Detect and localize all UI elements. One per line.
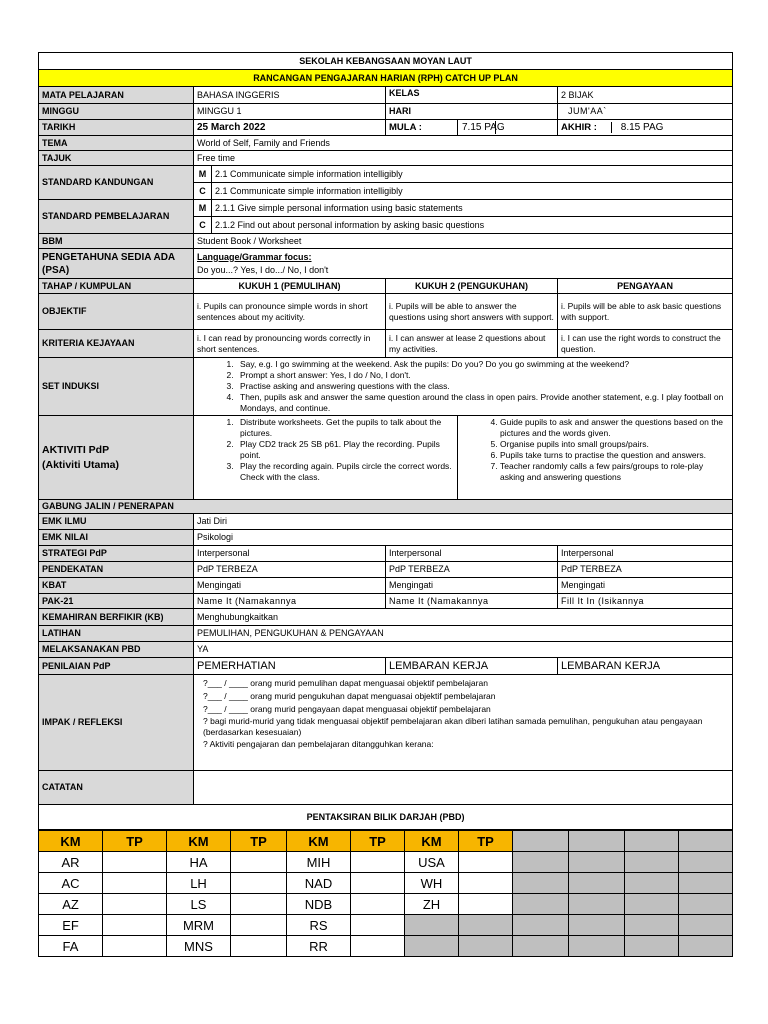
week-label: MINGGU — [39, 104, 194, 120]
emk-nilai-value: Psikologi — [194, 530, 733, 546]
pbd-cell — [459, 852, 513, 873]
bbm-label: BBM — [39, 234, 194, 249]
pbd-blank — [625, 936, 679, 957]
pbd-blank — [569, 831, 625, 852]
kbat-col-2: Mengingati — [386, 578, 558, 594]
pbd-row — [39, 873, 733, 894]
date-label: TARIKH — [39, 120, 194, 136]
kbat-label: KBAT — [39, 578, 194, 594]
pbd-cell: MIH — [287, 852, 351, 873]
learning-standard-c-key: C — [194, 217, 212, 234]
impact-line: ? Aktiviti pengajaran dan pembelajaran ditangguhkan kerana: — [203, 739, 434, 749]
objective-label: OBJEKTIF — [39, 294, 194, 330]
pbd-cell — [103, 894, 167, 915]
induction-step: 3. Practise asking and answering questions with the class. — [236, 381, 730, 392]
pbd-blank — [513, 831, 569, 852]
class-value: 2 BIJAK — [558, 87, 733, 104]
pbd-blank — [679, 915, 733, 936]
criteria-col-2: i. I can answer at lease 2 questions about my activities. — [386, 330, 558, 358]
pbd-cell — [459, 873, 513, 894]
impact-line: ?___ / ____ orang murid pemulihan dapat menguasai objektif pembelajaran — [203, 678, 488, 688]
stage-col-3: PENGAYAAN — [558, 279, 733, 294]
objective-col-1: i. Pupils can pronounce simple words in short sentences about my acitivity. — [194, 294, 386, 330]
pbd-blank — [679, 831, 733, 852]
pbd-value: YA — [194, 642, 733, 658]
learning-standard-m: 2.1.1 Give simple personal information using basic statements — [212, 200, 733, 217]
pbd-row — [39, 852, 733, 873]
activity-label: AKTIVITI PdP — [42, 443, 110, 456]
pbd-cell: NAD — [287, 873, 351, 894]
activity-sublabel: (Aktiviti Utama) — [42, 458, 120, 471]
pbd-row — [39, 915, 733, 936]
induction-step: 2. Prompt a short answer: Yes, I do / No, I don't. — [236, 370, 730, 381]
impact-line: ? bagi murid-murid yang tidak menguasai objektif pembelajaran akan diberi latihan samada pemulihan, pengukuhan atau pengayaan (berdasarkan kesesuaian) — [203, 716, 703, 737]
induction-step: 4. Then, pupils ask and answer the same question around the class in open pairs. Provide another statement, e.g. I play football on Mondays, and continue. — [236, 392, 730, 414]
assessment-col-2: LEMBARAN KERJA — [386, 658, 558, 675]
kb-value: Menghubungkaitkan — [194, 609, 733, 626]
pbd-header: TP — [351, 831, 405, 852]
pbd-cell — [351, 936, 405, 957]
latihan-label: LATIHAN — [39, 626, 194, 642]
content-standard-c-key: C — [194, 183, 212, 200]
pbd-title: PENTAKSIRAN BILIK DARJAH (PBD) — [39, 805, 733, 830]
activity-right-steps — [460, 417, 730, 483]
end-cell — [558, 120, 733, 136]
emk-ilmu-label: EMK ILMU — [39, 514, 194, 530]
pbd-table — [38, 830, 733, 957]
theme-label: TEMA — [39, 136, 194, 151]
day-value: JUM'AA` — [558, 104, 733, 120]
topic-value: Free time — [194, 151, 733, 166]
pbd-cell: AC — [39, 873, 103, 894]
pbd-blank — [679, 894, 733, 915]
school-name: SEKOLAH KEBANGSAAN MOYAN LAUT — [39, 53, 733, 70]
impact-cell — [194, 675, 733, 771]
notes-label: CATATAN — [39, 771, 194, 805]
psa-text: Do you...? Yes, I do.../ No, I don't — [197, 264, 329, 275]
class-label: KELAS — [386, 87, 558, 104]
content-standard-m: 2.1 Communicate simple information intelligibly — [212, 166, 733, 183]
kbat-col-1: Mengingati — [194, 578, 386, 594]
pbd-cell: LS — [167, 894, 231, 915]
strategy-label: STRATEGI PdP — [39, 546, 194, 562]
learning-standard-c: 2.1.2 Find out about personal information by asking basic questions — [212, 217, 733, 234]
pak21-col-3: Fill It In (Isikannya — [558, 594, 733, 609]
pbd-cell — [103, 873, 167, 894]
end-value: 8.15 PAG — [620, 122, 664, 133]
pbd-blank — [625, 915, 679, 936]
pbd-cell: AR — [39, 852, 103, 873]
pbd-cell — [103, 936, 167, 957]
emk-ilmu-value: Jati Diri — [194, 514, 733, 530]
rph-sheet — [38, 52, 732, 957]
pbd-cell: FA — [39, 936, 103, 957]
activity-left-steps — [196, 417, 455, 483]
strategy-col-2: Interpersonal — [386, 546, 558, 562]
pbd-cell: ZH — [405, 894, 459, 915]
start-value: 7.15 PAG — [462, 122, 505, 134]
assessment-col-3: LEMBARAN KERJA — [558, 658, 733, 675]
assessment-col-1: PEMERHATIAN — [194, 658, 386, 675]
pbd-blank — [569, 894, 625, 915]
pbd-blank — [459, 915, 513, 936]
start-label: MULA : — [386, 120, 458, 136]
pbd-cell: LH — [167, 873, 231, 894]
pbd-cell: RR — [287, 936, 351, 957]
objective-col-3: i. Pupils will be able to ask basic questions with support. — [558, 294, 733, 330]
pbd-cell: MRM — [167, 915, 231, 936]
impact-line: ?___ / ____ orang murid pengayaan dapat menguasai objektif pembelajaran — [203, 704, 491, 714]
subject-label: MATA PELAJARAN — [39, 87, 194, 104]
pbd-blank — [569, 936, 625, 957]
pbd-cell — [231, 873, 287, 894]
content-standard-m-key: M — [194, 166, 212, 183]
learning-standard-m-key: M — [194, 200, 212, 217]
strategy-col-1: Interpersonal — [194, 546, 386, 562]
pbd-blank — [459, 936, 513, 957]
pbd-cell: WH — [405, 873, 459, 894]
subject-value: BAHASA INGGERIS — [194, 87, 386, 104]
pak21-col-2: Name It (Namakannya — [386, 594, 558, 609]
pbd-blank — [679, 852, 733, 873]
psa-heading: Language/Grammar focus: — [197, 251, 312, 262]
pbd-cell — [231, 915, 287, 936]
pbd-blank — [513, 915, 569, 936]
psa-label: PENGETAHUNA SEDIA ADA (PSA) — [39, 249, 194, 279]
day-label: HARI — [386, 104, 558, 120]
pbd-label: MELAKSANAKAN PBD — [39, 642, 194, 658]
pbd-blank — [625, 852, 679, 873]
pbd-cell — [231, 852, 287, 873]
gabung-label: GABUNG JALIN / PENERAPAN — [39, 500, 733, 514]
pbd-blank — [569, 915, 625, 936]
week-value: MINGGU 1 — [194, 104, 386, 120]
stage-col-2: KUKUH 2 (PENGUKUHAN) — [386, 279, 558, 294]
date-value: 25 March 2022 — [194, 120, 386, 136]
activity-right-cell — [458, 416, 733, 500]
strategy-col-3: Interpersonal — [558, 546, 733, 562]
rph-table — [38, 52, 733, 830]
activity-step: 4. Guide pupils to ask and answer the questions based on the pictures and the words given. — [500, 417, 730, 439]
latihan-value: PEMULIHAN, PENGUKUHAN & PENGAYAAN — [194, 626, 733, 642]
pbd-row — [39, 894, 733, 915]
induction-steps — [196, 359, 730, 414]
activity-step: 5. Organise pupils into small groups/pairs. — [500, 439, 730, 450]
pbd-cell — [231, 936, 287, 957]
pbd-header-row — [39, 831, 733, 852]
pbd-cell — [103, 852, 167, 873]
impact-line: ?___ / ____ orang murid pengukuhan dapat menguasai objektif pembelajaran — [203, 691, 496, 701]
start-cell — [458, 120, 558, 136]
stage-col-1: KUKUH 1 (PEMULIHAN) — [194, 279, 386, 294]
kbat-col-3: Mengingati — [558, 578, 733, 594]
pbd-header: TP — [459, 831, 513, 852]
pbd-cell: AZ — [39, 894, 103, 915]
content-standard-c: 2.1 Communicate simple information intelligibly — [212, 183, 733, 200]
bbm-value: Student Book / Worksheet — [194, 234, 733, 249]
criteria-label: KRITERIA KEJAYAAN — [39, 330, 194, 358]
activity-step: 1. Distribute worksheets. Get the pupils to talk about the pictures. — [236, 417, 455, 439]
pbd-header: KM — [39, 831, 103, 852]
stage-label: TAHAP / KUMPULAN — [39, 279, 194, 294]
pbd-cell — [351, 873, 405, 894]
pbd-cell: USA — [405, 852, 459, 873]
pbd-blank — [405, 936, 459, 957]
criteria-col-3: i. I can use the right words to construct the question. — [558, 330, 733, 358]
pbd-blank — [625, 873, 679, 894]
activity-step: 2. Play CD2 track 25 SB p61. Play the recording. Pupils point. — [236, 439, 455, 461]
pbd-header: KM — [405, 831, 459, 852]
topic-label: TAJUK — [39, 151, 194, 166]
activity-step: 6. Pupils take turns to practise the question and answers. — [500, 450, 730, 461]
theme-value: World of Self, Family and Friends — [194, 136, 733, 151]
pbd-blank — [625, 894, 679, 915]
activity-label-cell — [39, 416, 194, 500]
pbd-blank — [513, 894, 569, 915]
pbd-header: TP — [231, 831, 287, 852]
plan-title: RANCANGAN PENGAJARAN HARIAN (RPH) CATCH UP PLAN — [39, 70, 733, 87]
pbd-blank — [405, 915, 459, 936]
induction-cell — [194, 358, 733, 416]
pbd-cell: RS — [287, 915, 351, 936]
emk-nilai-label: EMK NILAI — [39, 530, 194, 546]
pbd-blank — [569, 852, 625, 873]
pbd-cell: MNS — [167, 936, 231, 957]
pbd-cell: EF — [39, 915, 103, 936]
content-standard-label: STANDARD KANDUNGAN — [39, 166, 194, 200]
pbd-header: KM — [167, 831, 231, 852]
pak21-label: PAK-21 — [39, 594, 194, 609]
pbd-cell — [231, 894, 287, 915]
criteria-col-1: i. I can read by pronouncing words correctly in short sentences. — [194, 330, 386, 358]
pbd-blank — [513, 936, 569, 957]
approach-col-2: PdP TERBEZA — [386, 562, 558, 578]
approach-label: PENDEKATAN — [39, 562, 194, 578]
impact-label: IMPAK / REFLEKSI — [39, 675, 194, 771]
pbd-blank — [625, 831, 679, 852]
pbd-blank — [513, 873, 569, 894]
pbd-row — [39, 936, 733, 957]
end-label: AKHIR : — [558, 122, 612, 133]
objective-col-2: i. Pupils will be able to answer the questions using short answers with support. — [386, 294, 558, 330]
learning-standard-label: STANDARD PEMBELAJARAN — [39, 200, 194, 234]
assessment-label: PENILAIAN PdP — [39, 658, 194, 675]
notes-value — [194, 771, 733, 805]
activity-step: 7. Teacher randomly calls a few pairs/groups to role-play asking and answering questions — [500, 461, 730, 483]
induction-label: SET INDUKSI — [39, 358, 194, 416]
pbd-header: KM — [287, 831, 351, 852]
approach-col-1: PdP TERBEZA — [194, 562, 386, 578]
psa-cell — [194, 249, 733, 279]
pbd-cell — [351, 852, 405, 873]
pbd-cell — [351, 915, 405, 936]
pbd-cell — [103, 915, 167, 936]
kb-label: KEMAHIRAN BERFIKIR (KB) — [39, 609, 194, 626]
pbd-cell — [351, 894, 405, 915]
induction-step: 1. Say, e.g. I go swimming at the weekend. Ask the pupils: Do you? Do you go swimming at the weekend? — [236, 359, 730, 370]
pak21-col-1: Name It (Namakannya — [194, 594, 386, 609]
activity-left-cell — [194, 416, 458, 500]
pbd-header: TP — [103, 831, 167, 852]
pbd-cell — [459, 894, 513, 915]
pbd-blank — [513, 852, 569, 873]
activity-step: 3. Play the recording again. Pupils circle the correct words. Check with the class. — [236, 461, 455, 483]
pbd-blank — [569, 873, 625, 894]
pbd-cell: HA — [167, 852, 231, 873]
pbd-cell: NDB — [287, 894, 351, 915]
pbd-blank — [679, 873, 733, 894]
pbd-blank — [679, 936, 733, 957]
approach-col-3: PdP TERBEZA — [558, 562, 733, 578]
